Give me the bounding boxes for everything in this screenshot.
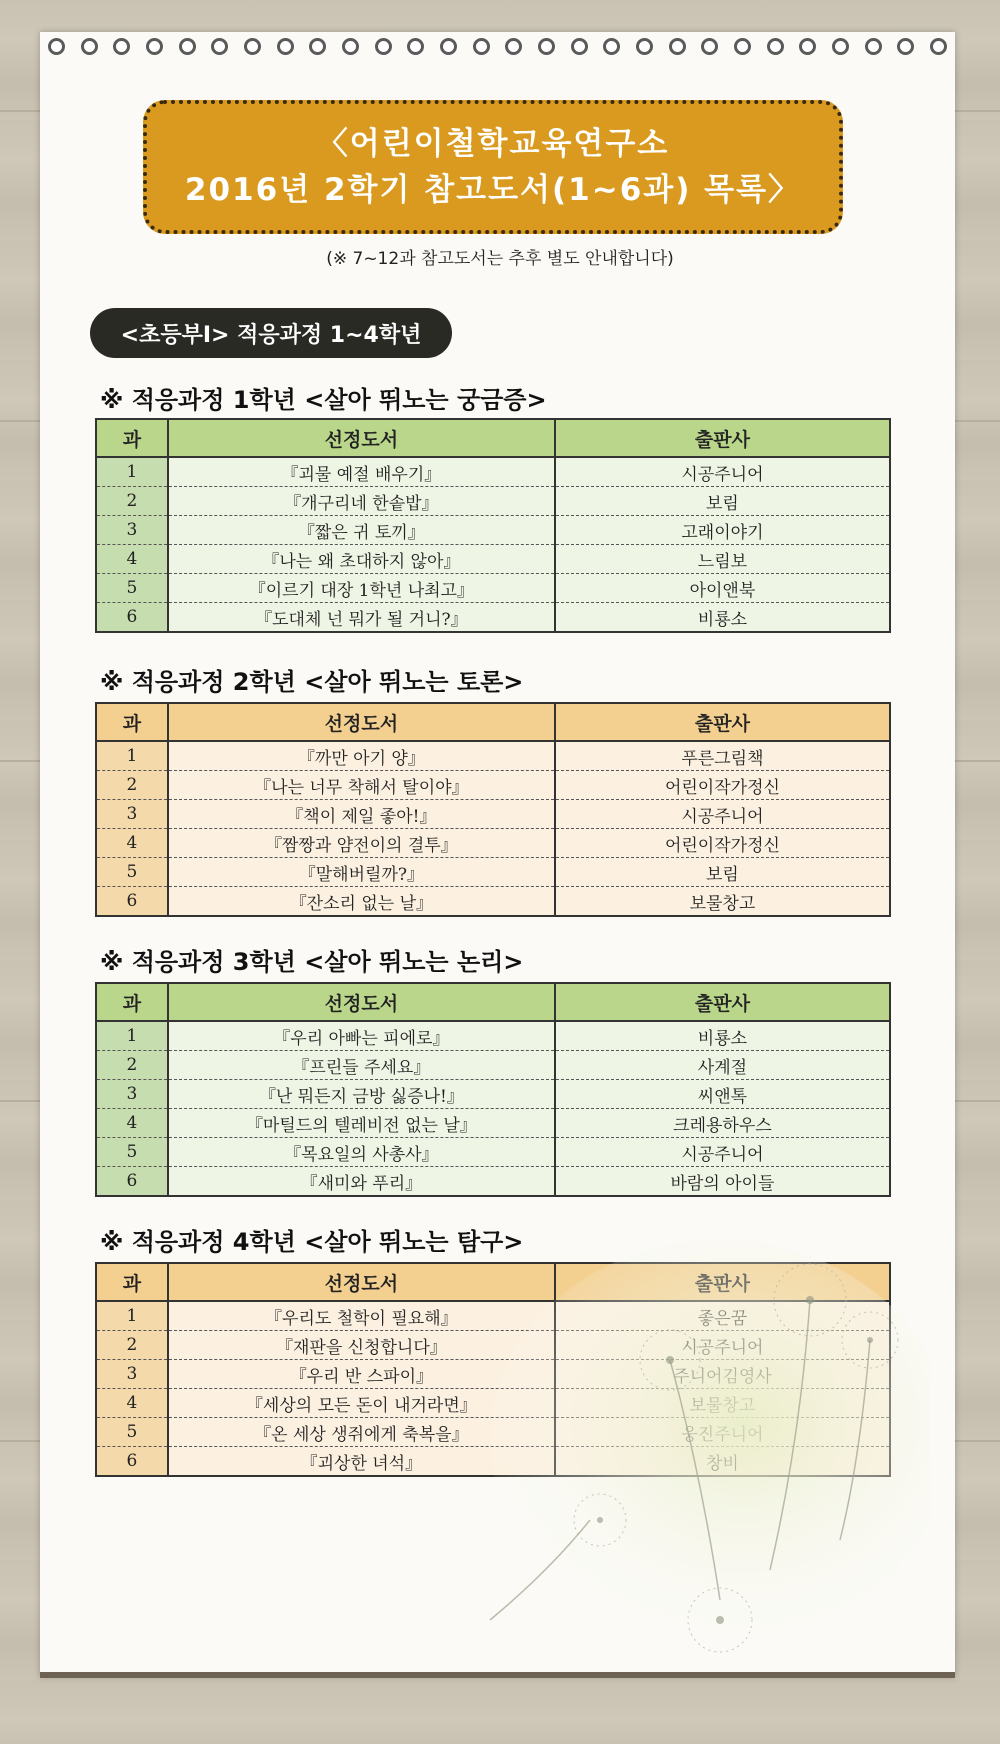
header-publisher: 출판사 xyxy=(555,983,890,1021)
table-row xyxy=(96,487,890,516)
paper-bottom-edge xyxy=(40,1672,955,1678)
book-title: 『까만 아기 양』 xyxy=(168,741,555,771)
publisher: 사계절 xyxy=(555,1051,890,1080)
binding-ring xyxy=(81,38,98,55)
table-row xyxy=(96,800,890,829)
lesson-number: 2 xyxy=(96,771,168,800)
book-title: 『책이 제일 좋아!』 xyxy=(168,800,555,829)
binding-ring xyxy=(930,38,947,55)
book-title: 『짧은 귀 토끼』 xyxy=(168,516,555,545)
page-title xyxy=(143,100,843,234)
title-line-1: 〈어린이철학교육연구소 xyxy=(316,126,670,162)
binding-ring xyxy=(244,38,261,55)
table-row xyxy=(96,603,890,633)
publisher: 푸른그림책 xyxy=(555,741,890,771)
publisher: 시공주니어 xyxy=(555,1138,890,1167)
binding-ring xyxy=(342,38,359,55)
lesson-number: 4 xyxy=(96,1389,168,1418)
binding-ring xyxy=(734,38,751,55)
lesson-number: 1 xyxy=(96,1021,168,1051)
book-title: 『온 세상 생쥐에게 축복을』 xyxy=(168,1418,555,1447)
binding-ring xyxy=(505,38,522,55)
header-book: 선정도서 xyxy=(168,703,555,741)
publisher: 비룡소 xyxy=(555,603,890,633)
header-publisher: 출판사 xyxy=(555,419,890,457)
book-title: 『이르기 대장 1학년 나최고』 xyxy=(168,574,555,603)
binding-ring xyxy=(179,38,196,55)
binding-ring xyxy=(701,38,718,55)
header-lesson: 과 xyxy=(96,1263,168,1301)
binding-ring xyxy=(375,38,392,55)
header-lesson: 과 xyxy=(96,703,168,741)
section-title-grade-4: ※ 적응과정 4학년 <살아 뛰노는 탐구> xyxy=(100,1228,524,1256)
binding-ring xyxy=(407,38,424,55)
book-title: 『나는 너무 착해서 탈이야』 xyxy=(168,771,555,800)
table-row xyxy=(96,457,890,487)
lesson-number: 5 xyxy=(96,1138,168,1167)
publisher: 아이앤북 xyxy=(555,574,890,603)
table-row xyxy=(96,545,890,574)
publisher: 어린이작가정신 xyxy=(555,829,890,858)
header-lesson: 과 xyxy=(96,983,168,1021)
table-row xyxy=(96,574,890,603)
publisher: 고래이야기 xyxy=(555,516,890,545)
header-book: 선정도서 xyxy=(168,983,555,1021)
book-title: 『우리 반 스파이』 xyxy=(168,1360,555,1389)
binding-ring xyxy=(277,38,294,55)
binding-ring xyxy=(832,38,849,55)
publisher: 바람의 아이들 xyxy=(555,1167,890,1197)
lesson-number: 2 xyxy=(96,487,168,516)
book-title: 『난 뭐든지 금방 싫증나!』 xyxy=(168,1080,555,1109)
book-title: 『우리 아빠는 피에로』 xyxy=(168,1021,555,1051)
book-table-grade-1 xyxy=(95,418,891,633)
header-book: 선정도서 xyxy=(168,419,555,457)
book-title: 『프린들 주세요』 xyxy=(168,1051,555,1080)
level-badge: <초등부Ⅰ> 적응과정 1~4학년 xyxy=(90,308,452,358)
table-row xyxy=(96,1109,890,1138)
binding-ring xyxy=(799,38,816,55)
book-title: 『세상의 모든 돈이 내거라면』 xyxy=(168,1389,555,1418)
lesson-number: 6 xyxy=(96,603,168,633)
binding-ring xyxy=(669,38,686,55)
publisher: 느림보 xyxy=(555,545,890,574)
table-header-row xyxy=(96,703,890,741)
book-title: 『우리도 철학이 필요해』 xyxy=(168,1301,555,1331)
binding-ring xyxy=(897,38,914,55)
binding-ring xyxy=(767,38,784,55)
lesson-number: 5 xyxy=(96,574,168,603)
lesson-number: 5 xyxy=(96,1418,168,1447)
table-row xyxy=(96,1167,890,1197)
binding-ring xyxy=(48,38,65,55)
table-row xyxy=(96,741,890,771)
title-line-2: 2016년 2학기 참고도서(1~6과) 목록〉 xyxy=(184,172,802,208)
binding-ring xyxy=(440,38,457,55)
table-row xyxy=(96,829,890,858)
lesson-number: 3 xyxy=(96,516,168,545)
book-title: 『말해버릴까?』 xyxy=(168,858,555,887)
lesson-number: 6 xyxy=(96,1167,168,1197)
book-title: 『목요일의 사총사』 xyxy=(168,1138,555,1167)
table-row xyxy=(96,887,890,917)
lesson-number: 4 xyxy=(96,829,168,858)
lesson-number: 1 xyxy=(96,741,168,771)
binding-ring xyxy=(146,38,163,55)
publisher: 크레용하우스 xyxy=(555,1109,890,1138)
lesson-number: 3 xyxy=(96,1360,168,1389)
book-title: 『도대체 넌 뭐가 될 거니?』 xyxy=(168,603,555,633)
header-book: 선정도서 xyxy=(168,1263,555,1301)
dandelion-illustration xyxy=(470,1240,930,1660)
table-row xyxy=(96,1138,890,1167)
publisher: 씨앤톡 xyxy=(555,1080,890,1109)
book-title: 『마틸드의 텔레비전 없는 날』 xyxy=(168,1109,555,1138)
book-title: 『새미와 푸리』 xyxy=(168,1167,555,1197)
table-row xyxy=(96,858,890,887)
book-title: 『재판을 신청합니다』 xyxy=(168,1331,555,1360)
book-table-grade-3 xyxy=(95,982,891,1197)
lesson-number: 4 xyxy=(96,545,168,574)
header-lesson: 과 xyxy=(96,419,168,457)
binding-ring xyxy=(636,38,653,55)
publisher: 시공주니어 xyxy=(555,800,890,829)
notice-text: (※ 7~12과 참고도서는 추후 별도 안내합니다) xyxy=(326,249,674,269)
lesson-number: 3 xyxy=(96,1080,168,1109)
publisher: 보림 xyxy=(555,858,890,887)
book-title: 『나는 왜 초대하지 않아』 xyxy=(168,545,555,574)
table-row xyxy=(96,1051,890,1080)
lesson-number: 1 xyxy=(96,1301,168,1331)
table-row xyxy=(96,1080,890,1109)
lesson-number: 3 xyxy=(96,800,168,829)
book-title: 『짬짱과 얌전이의 결투』 xyxy=(168,829,555,858)
book-title: 『잔소리 없는 날』 xyxy=(168,887,555,917)
binding-ring xyxy=(309,38,326,55)
table-row xyxy=(96,1021,890,1051)
book-title: 『괴물 예절 배우기』 xyxy=(168,457,555,487)
publisher: 비룡소 xyxy=(555,1021,890,1051)
lesson-number: 2 xyxy=(96,1331,168,1360)
lesson-number: 6 xyxy=(96,1447,168,1477)
binding-ring xyxy=(473,38,490,55)
table-row xyxy=(96,516,890,545)
lesson-number: 6 xyxy=(96,887,168,917)
binding-ring xyxy=(211,38,228,55)
binding-ring xyxy=(865,38,882,55)
lesson-number: 4 xyxy=(96,1109,168,1138)
book-title: 『개구리네 한솥밥』 xyxy=(168,487,555,516)
spiral-binding xyxy=(40,38,955,68)
table-header-row xyxy=(96,419,890,457)
section-title-grade-3: ※ 적응과정 3학년 <살아 뛰노는 논리> xyxy=(100,948,524,976)
table-row xyxy=(96,771,890,800)
binding-ring xyxy=(538,38,555,55)
publisher: 보림 xyxy=(555,487,890,516)
header-publisher: 출판사 xyxy=(555,703,890,741)
lesson-number: 2 xyxy=(96,1051,168,1080)
book-title: 『괴상한 녀석』 xyxy=(168,1447,555,1477)
lesson-number: 1 xyxy=(96,457,168,487)
publisher: 시공주니어 xyxy=(555,457,890,487)
book-table-grade-2 xyxy=(95,702,891,917)
lesson-number: 5 xyxy=(96,858,168,887)
section-title-grade-1: ※ 적응과정 1학년 <살아 뛰노는 궁금증> xyxy=(100,386,547,414)
binding-ring xyxy=(571,38,588,55)
section-title-grade-2: ※ 적응과정 2학년 <살아 뛰노는 토론> xyxy=(100,668,524,696)
binding-ring xyxy=(603,38,620,55)
publisher: 어린이작가정신 xyxy=(555,771,890,800)
binding-ring xyxy=(113,38,130,55)
publisher: 보물창고 xyxy=(555,887,890,917)
table-header-row xyxy=(96,983,890,1021)
